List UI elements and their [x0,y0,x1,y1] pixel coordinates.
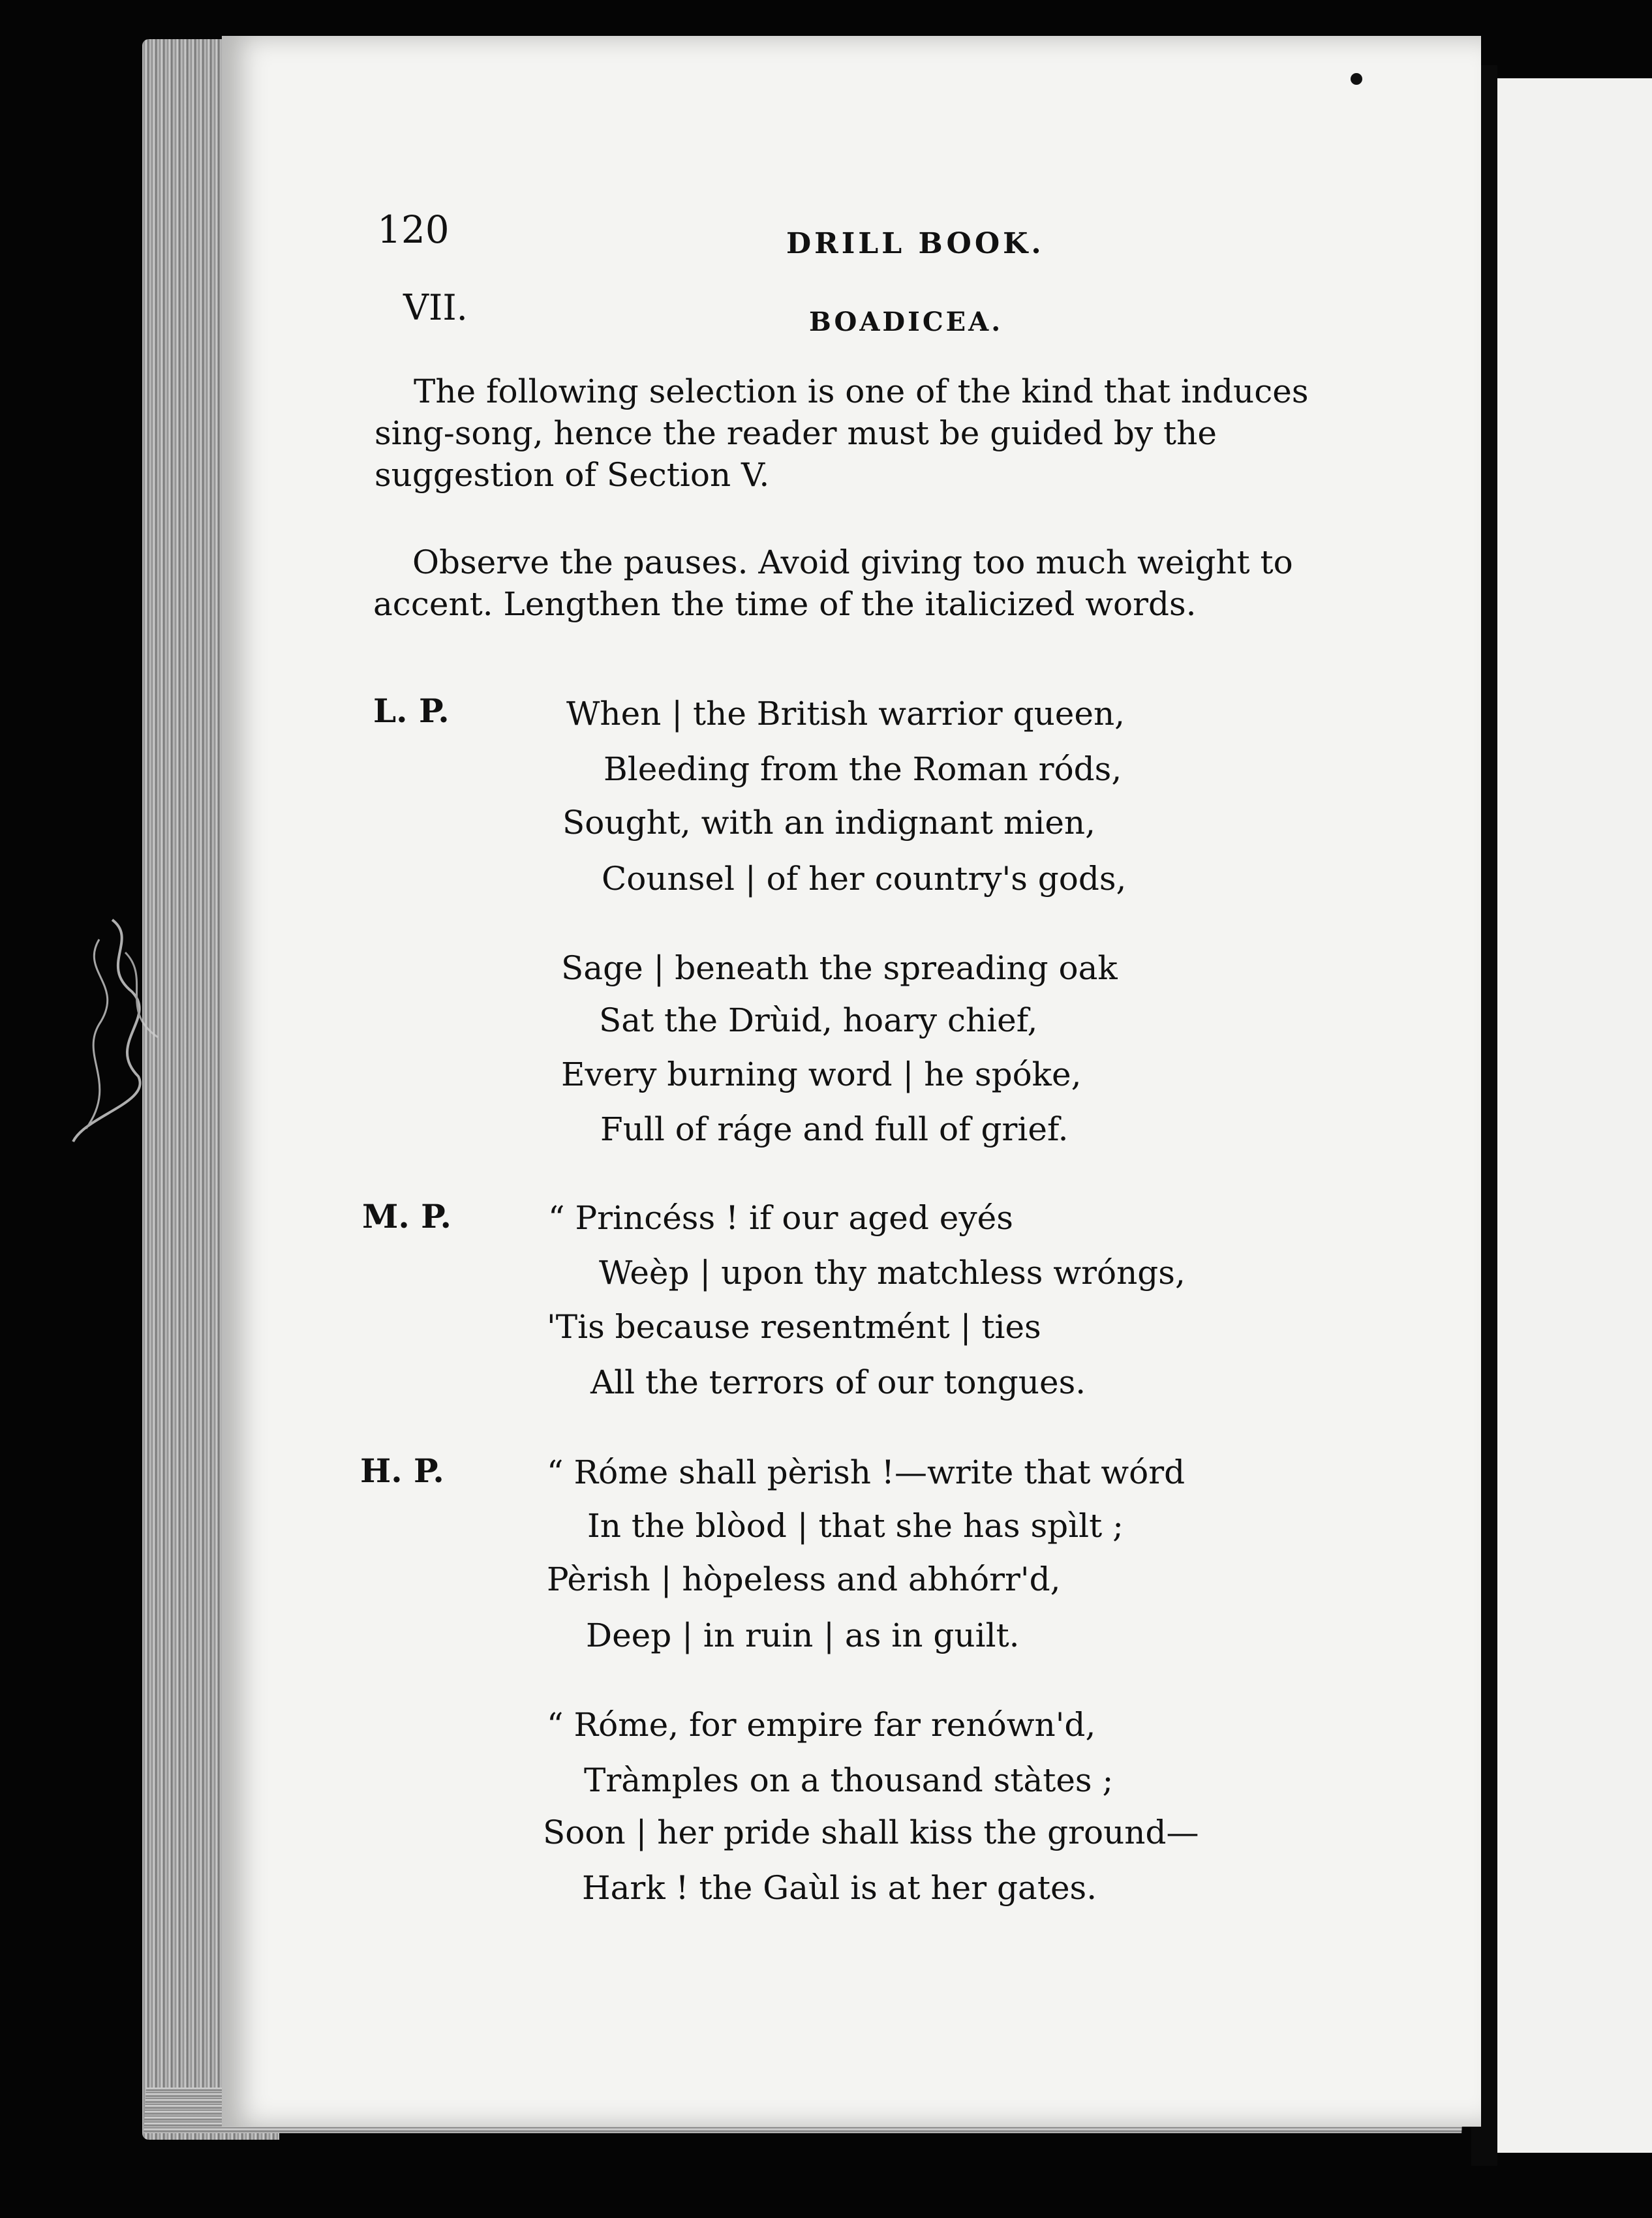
ink-dot [1351,73,1362,85]
intro-paragraph-1: The following selection is one of the kind that induces sing-song, hence the reader must be guided by the suggestion of Section V. [375,372,1309,494]
marker-mp: M. P. [362,1197,451,1236]
marker-hp: H. P. [360,1451,444,1490]
verse-line: Sought, with an indignant mien, [562,804,1096,842]
verse-line: In the blòod | that she has spìlt ; [587,1507,1124,1545]
verse-line: Pèrish | hòpeless and abhórr'd, [547,1560,1061,1598]
verse-line: Sat the Drùid, hoary chief, [599,1001,1038,1039]
verse-line: Every burning word | he spóke, [561,1056,1082,1093]
verse-line: Weèp | upon thy matchless wróngs, [599,1254,1185,1292]
verse-line: When | the British warrior queen, [566,695,1125,733]
verse-line: Bleeding from the Roman róds, [604,750,1122,788]
verse-line: “ Róme, for empire far renówn'd, [547,1706,1096,1744]
facing-page [1494,78,1652,2153]
verse-line: “ Princéss ! if our aged eyés [548,1199,1013,1237]
verse-line: Hark ! the Gaùl is at her gates. [582,1869,1097,1907]
verse-line: Sage | beneath the spreading oak [561,949,1118,987]
verse-line: “ Róme shall pèrish !—write that wórd [547,1453,1185,1491]
intro-paragraph-2: Observe the pauses. Avoid giving too much weight to accent. Lengthen the time of the italicized words. [373,543,1293,623]
verse-line: 'Tis because resentmént | ties [547,1308,1041,1346]
section-title: BOADICEA. [809,307,1003,337]
fiber-smudge [60,913,171,1148]
verse-line: Soon | her pride shall kiss the ground— [543,1814,1199,1851]
verse-line: Full of ráge and full of grief. [600,1110,1069,1148]
verse-line: Tràmples on a thousand stàtes ; [584,1761,1114,1799]
verse-line: Counsel | of her country's gods, [602,860,1127,898]
verse-line: Deep | in ruin | as in guilt. [586,1617,1020,1654]
verse-line: All the terrors of our tongues. [590,1363,1086,1401]
page-number: 120 [377,207,450,252]
section-number: VII. [403,287,468,328]
marker-lp: L. P. [373,691,450,730]
running-head: DRILL BOOK. [786,227,1045,260]
